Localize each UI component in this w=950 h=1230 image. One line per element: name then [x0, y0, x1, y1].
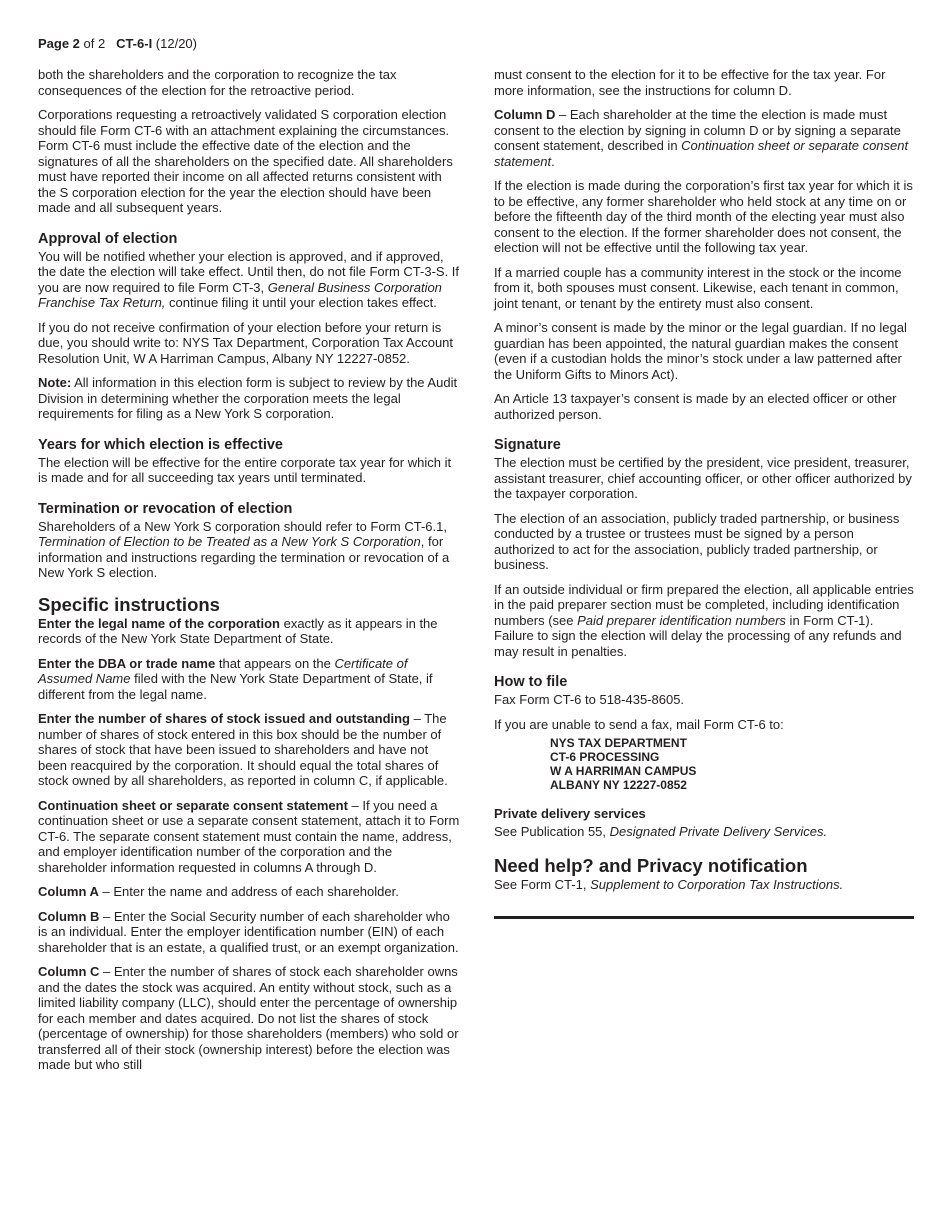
right-column: [494, 67, 916, 919]
legal-name-paragraph: Enter the legal name of the corporation exactly as it appears in the records of the New York State Department of State.: [38, 615, 438, 646]
continuation-paragraph: Continuation sheet or separate consent statement – If you need a continuation sheet or use a separate consent statement, attach it to Form CT-6. The separate consent statement must contain the name, address, and employer identification number of the corporation and the shareholder information requested in columns A through D.: [38, 797, 460, 875]
end-rule: [494, 916, 914, 919]
how-to-file-heading: How to file: [494, 674, 568, 690]
approval-paragraph-1: You will be notified whether your election is approved, and if approved, the date the election will take effect. Until then, do not file Form CT-3-S. If you are now required to file Form CT-3, General Business Corporation Franchise Tax Return, continue filing it until your election takes effect.: [38, 248, 460, 310]
signature-paragraph-2: The election of an association, publicly traded partnership, or business conducted by a trustee or trustees must be signed by a person authorized to act for the association, publicly traded partnership, or business.: [494, 510, 900, 572]
column-c-paragraph: Column C – Enter the number of shares of stock each shareholder owns and the dates the stock was acquired. An entity without stock, such as a limited liability company (LLC), should enter the percentage of ownership for each member and dates acquired. Do not list the shares of stock (percentage of ownership) for those shareholders (members) who sold or transferred all of their stock (ownership interest) before the election was made but who still: [38, 964, 459, 1072]
minor-consent-paragraph: A minor’s consent is made by the minor or the legal guardian. If no legal guardian has been appointed, the natural guardian makes the consent (even if a custodian holds the minor’s stock under a law patterned after the Uniform Gifts to Minors Act).: [494, 320, 907, 382]
specific-instructions-heading: Specific instructions: [38, 593, 220, 615]
form-date: (12/20): [152, 36, 197, 51]
mailing-address: [550, 736, 916, 792]
left-column: [38, 67, 460, 1082]
years-heading: Years for which election is effective: [38, 436, 283, 453]
column-b-paragraph: Column B – Enter the Social Security number of each shareholder who is an individual. Enter the employer identification number (EIN) of each shareholder that is an estate, a qualified trust, or an exempt organization.: [38, 908, 459, 955]
private-delivery-heading: Private delivery services: [494, 806, 646, 821]
approval-paragraph-2: If you do not receive confirmation of your election before your return is due, you should write to: NYS Tax Department, Corporation Tax Account Resolution Unit, W A Harriman Campus, Albany NY 12227-0852.: [38, 319, 454, 366]
help-heading: Need help? and Privacy notification: [494, 854, 808, 876]
column-a-paragraph: Column A – Enter the name and address of each shareholder.: [38, 884, 399, 899]
address-line: NYS TAX DEPARTMENT: [550, 736, 687, 750]
article-13-paragraph: An Article 13 taxpayer’s consent is made by an elected officer or other authorized person.: [494, 391, 897, 422]
form-id: CT-6-I: [116, 36, 153, 51]
termination-paragraph: Shareholders of a New York S corporation should refer to Form CT-6.1, Termination of Election to be Treated as a New York S Corporation, for information and instructions regarding the termination or revocation of a New York S election.: [38, 518, 450, 580]
private-delivery-paragraph: See Publication 55, Designated Private Delivery Services.: [494, 824, 828, 839]
column-d-paragraph: Column D – Each shareholder at the time the election is made must consent to the election by signing in column D or by signing a separate consent statement, described in Continuation sheet or separate consent statement.: [494, 107, 909, 169]
continued-paragraph: both the shareholders and the corporation to recognize the tax consequences of the election for the retroactive period.: [38, 67, 397, 98]
years-paragraph: The election will be effective for the entire corporate tax year for which it is made and for all succeeding tax years until terminated.: [38, 454, 452, 485]
mail-intro-paragraph: If you are unable to send a fax, mail Form CT-6 to:: [494, 716, 784, 732]
page-header: [38, 36, 197, 52]
approval-heading: Approval of election: [38, 230, 178, 247]
signature-paragraph-1: The election must be certified by the president, vice president, treasurer, assistant treasurer, chief accounting officer, or other officer authorized by the taxpayer corporation.: [494, 455, 912, 501]
note-paragraph: Note: All information in this election form is subject to review by the Audit Division in determining whether the corporation meets the legal requirements for filing as a New York S corporation.: [38, 375, 458, 421]
signature-paragraph-3: If an outside individual or firm prepared the election, all applicable entries in the paid preparer section must be completed, including identification numbers (see Paid preparer identification numbers in Form CT-1). Failure to sign the election will delay the processing of any refunds and may result in penalties.: [494, 581, 914, 659]
page-of: of 2: [79, 36, 106, 51]
fax-paragraph: Fax Form CT-6 to 518-435-8605.: [494, 692, 685, 707]
former-shareholder-paragraph: If the election is made during the corporation’s first tax year for which it is to be effective, any former shareholder who held stock at any time on or before the fifteenth day of the third month of the electing year must also consent to the election. If the former shareholder does not consent, the election will not be effective until the following tax year.: [494, 178, 913, 255]
page-label: Page 2: [38, 36, 80, 51]
retroactive-paragraph: Corporations requesting a retroactively validated S corporation election should file Form CT-6 with an attachment explaining the circumstances. Form CT-6 must include the effective date of the election and the signatures of all the shareholders on the specified date. All shareholders must have reported their income on all affected returns consistent with the S corporation election for the year the election should have been made and all subsequent years.: [38, 107, 453, 215]
help-paragraph: See Form CT-1, Supplement to Corporation Tax Instructions.: [494, 876, 844, 892]
signature-heading: Signature: [494, 437, 561, 453]
address-line: ALBANY NY 12227-0852: [550, 778, 687, 792]
address-line: W A HARRIMAN CAMPUS: [550, 764, 697, 778]
dba-paragraph: Enter the DBA or trade name that appears on the Certificate of Assumed Name filed with the New York State Department of State, if different from the legal name.: [38, 655, 433, 702]
married-couple-paragraph: If a married couple has a community interest in the stock or the income from it, both spouses must consent. Likewise, each tenant in common, joint tenant, or tenant by the entirety must also consent.: [494, 264, 902, 311]
shares-paragraph: Enter the number of shares of stock issued and outstanding – The number of shares of stock entered in this box should be the number of shares of stock that have been issued to shareholders and have not been reacquired by the corporation. It should equal the total shares of stock owned by all shareholders, as reported in column C, if applicable.: [38, 711, 448, 788]
termination-heading: Termination or revocation of election: [38, 500, 293, 517]
continued-paragraph: must consent to the election for it to be effective for the tax year. For more information, see the instructions for column D.: [494, 67, 886, 98]
address-line: CT-6 PROCESSING: [550, 750, 660, 764]
